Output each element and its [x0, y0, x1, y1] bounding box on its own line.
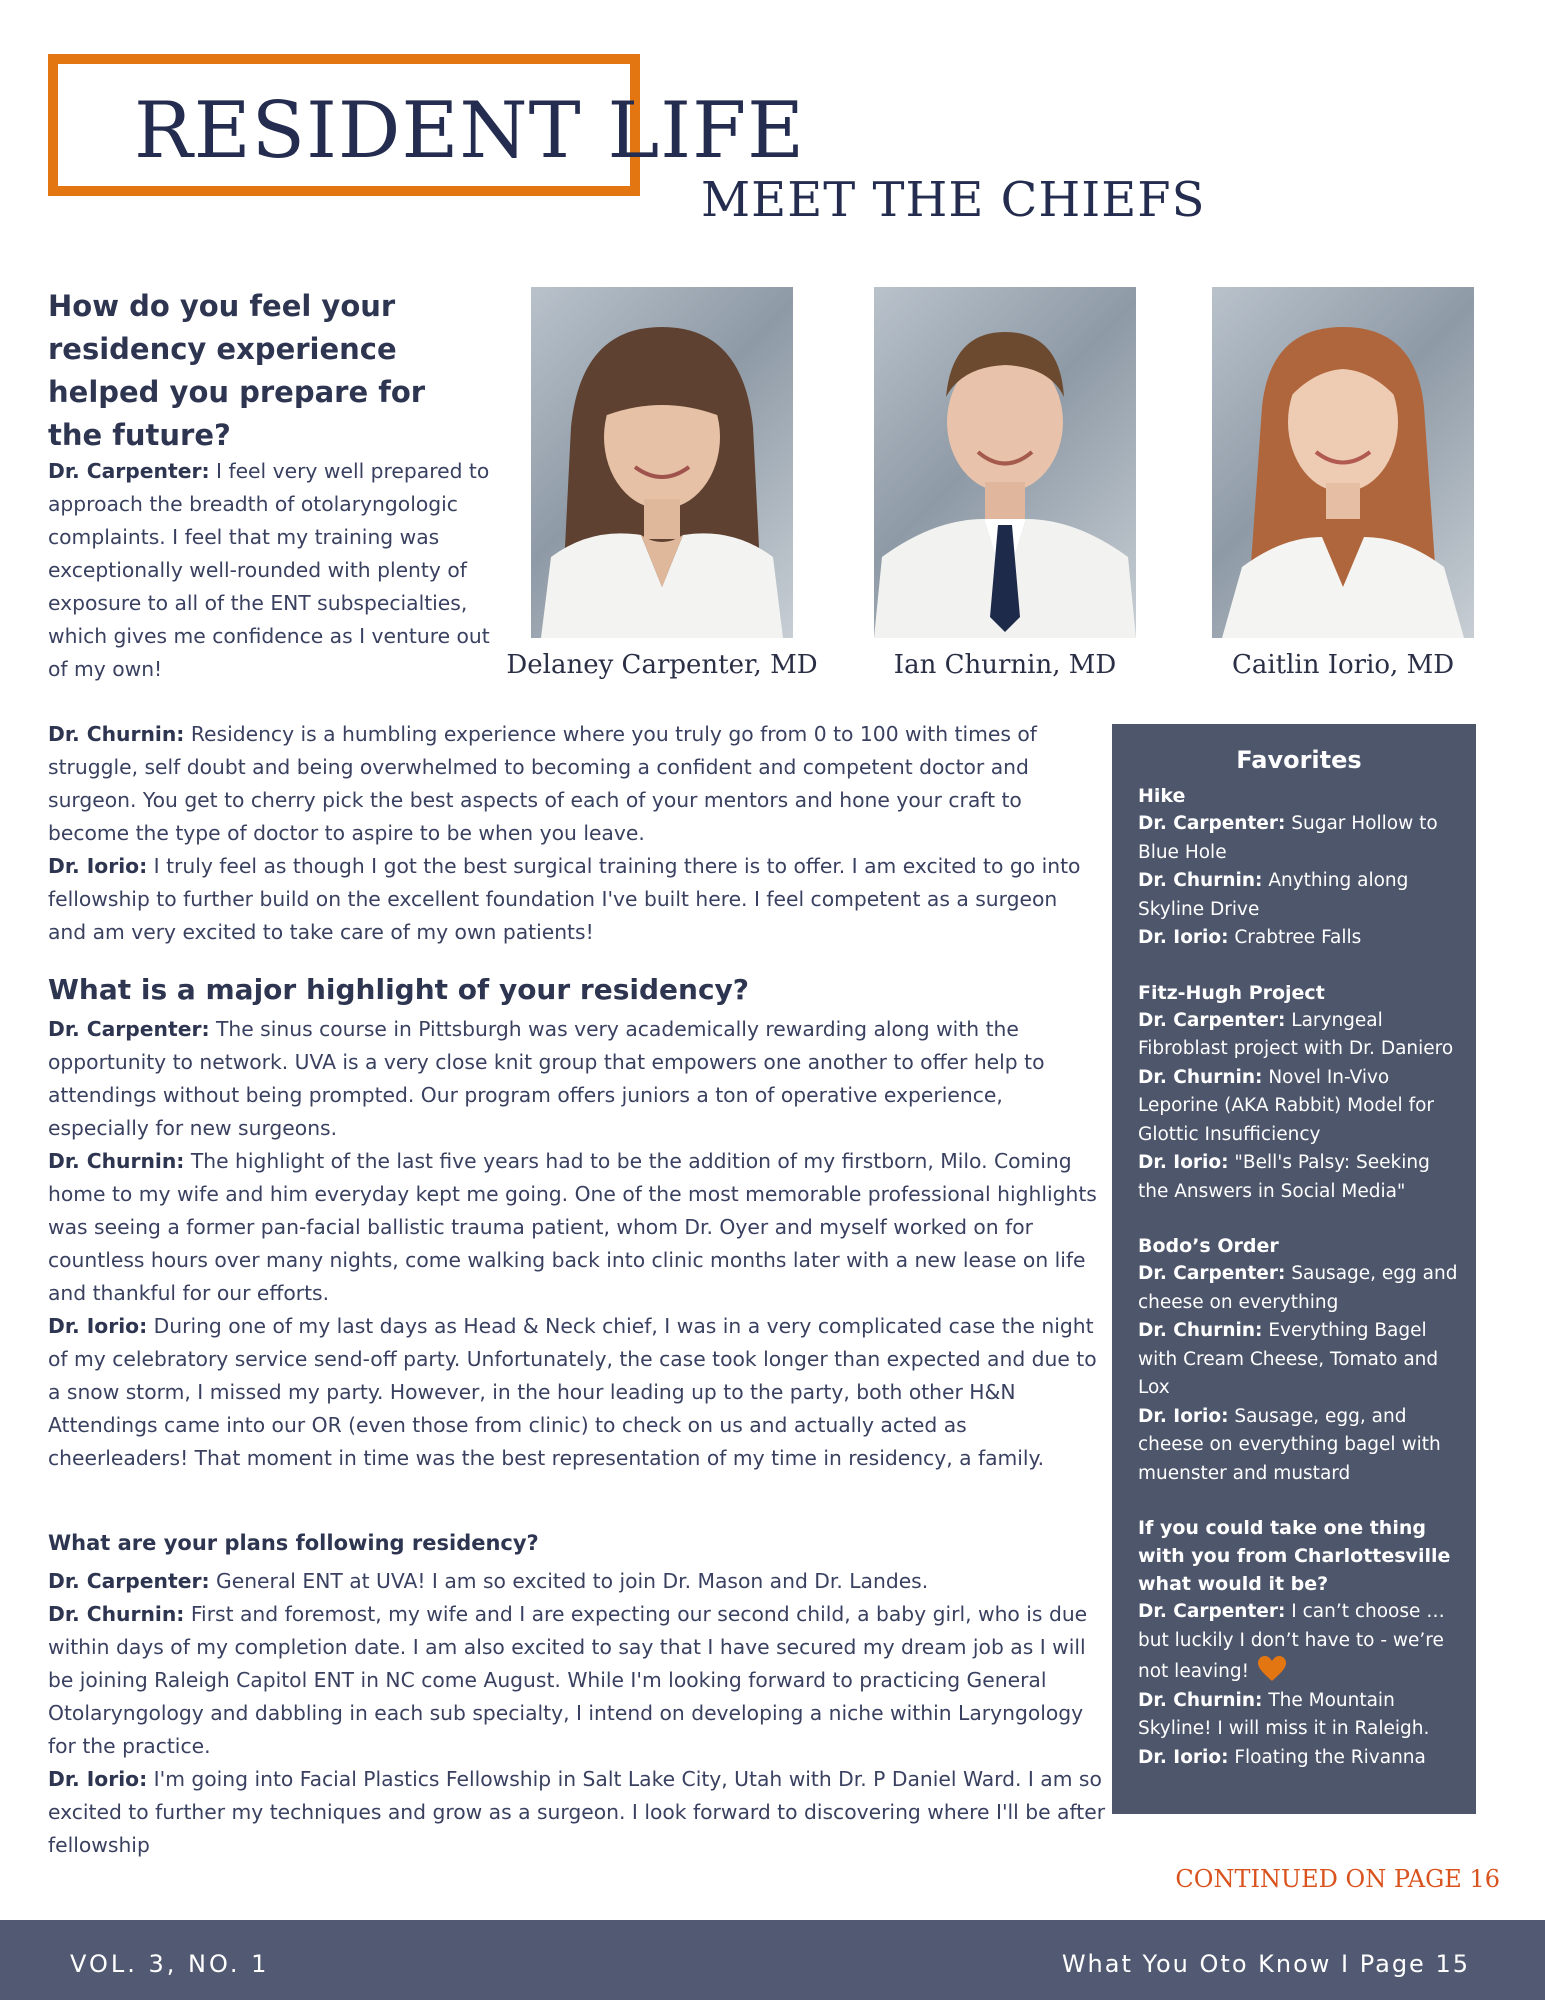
answers-q2 [48, 1013, 1108, 1475]
favorite-text: "Bell's Palsy: Seeking the Answers in Social Media" [1138, 1152, 1430, 1202]
speaker-label: Dr. Churnin: [48, 722, 185, 746]
portrait-photo-churnin [874, 287, 1136, 638]
favorites-section-bodos [1138, 1232, 1460, 1488]
speaker-label: Dr. Iorio: [1138, 1405, 1229, 1427]
favorite-text: Crabtree Falls [1228, 927, 1362, 948]
answer-text: I'm going into Facial Plastics Fellowship in Salt Lake City, Utah with Dr. P Daniel Ward. I am so excited to further my techniques and grow as a surgeon. I look forward to discovering where I'll be after fellowship [48, 1767, 1106, 1857]
favorite-item [1138, 1317, 1460, 1403]
section-title: Fitz-Hugh Project [1138, 981, 1325, 1004]
favorite-item [1138, 924, 1460, 953]
section-title: Bodo’s Order [1138, 1235, 1279, 1257]
speaker-label: Dr. Carpenter: [48, 1569, 210, 1593]
favorites-section-charlottesville [1138, 1514, 1460, 1772]
section-title: Hike [1138, 785, 1186, 807]
speaker-label: Dr. Carpenter: [1138, 813, 1286, 834]
speaker-label: Dr. Iorio: [48, 854, 148, 878]
sidebar-title: Favorites [1236, 746, 1362, 774]
answer-text: Residency is a humbling experience where you truly go from 0 to 100 with times of struggle, self doubt and being overwhelmed to becoming a confident and competent doctor and surgeon. You get to cherry pick the best aspects of each of your mentors and hone your craft to become the type of doctor to aspire to be when you leave. [48, 722, 1037, 845]
photo-caption-iorio: Caitlin Iorio, MD [1231, 650, 1455, 680]
favorite-item [1138, 867, 1460, 924]
answer-churnin-q2 [48, 1145, 1108, 1310]
page-subtitle: MEET THE CHIEFS [701, 172, 1206, 228]
question-heading-3: What are your plans following residency? [48, 1531, 539, 1555]
portrait-photo-iorio [1212, 287, 1474, 638]
speaker-label: Dr. Carpenter: [1138, 1601, 1286, 1622]
favorite-item [1138, 1007, 1460, 1064]
speaker-label: Dr. Iorio: [1138, 927, 1229, 948]
favorite-item [1138, 1598, 1460, 1687]
speaker-label: Dr. Churnin: [1138, 1689, 1263, 1711]
question-heading-2: What is a major highlight of your residency? [48, 973, 750, 1006]
portrait-photo-carpenter [531, 287, 793, 638]
answer-iorio-q1 [48, 850, 1098, 949]
favorite-text: I can’t choose … but luckily I don’t have to - we’re not leaving! [1138, 1601, 1445, 1682]
answer-text: During one of my last days as Head & Neck chief, I was in a very complicated case the night of my celebratory service send-off party. Unfortunately, the case took longer than expected and due to a snow storm, I missed my party. However, in the hour leading up to the party, both other H&N Attendings came into our OR (even those from clinic) to check on us and actually acted as cheerleaders! That moment in time was the best representation of my time in residency, a family. [48, 1314, 1097, 1470]
answer-carpenter-q3 [48, 1565, 1108, 1598]
favorite-item [1138, 1403, 1460, 1489]
footer-page-number: What You Oto Know I Page 15 [1061, 1950, 1470, 1978]
answer-text: I feel very well prepared to approach the breadth of otolaryngologic complaints. I feel that my training was exceptionally well-rounded with plenty of exposure to all of the ENT subspecialties, which gives me confidence as I venture out of my own! [48, 459, 490, 681]
answer-iorio-q3 [48, 1763, 1108, 1862]
favorite-item [1138, 1149, 1460, 1206]
answer-churnin-q3 [48, 1598, 1108, 1763]
speaker-label: Dr. Carpenter: [48, 1017, 210, 1041]
speaker-label: Dr. Iorio: [1138, 1152, 1229, 1173]
favorite-item [1138, 1064, 1460, 1150]
answer-iorio-q2 [48, 1310, 1108, 1475]
heart-icon [1257, 1655, 1287, 1683]
speaker-label: Dr. Iorio: [48, 1314, 148, 1338]
speaker-label: Dr. Churnin: [1138, 1320, 1263, 1341]
speaker-label: Dr. Churnin: [48, 1602, 185, 1626]
favorite-text: Novel In-Vivo Leporine (AKA Rabbit) Model for Glottic Insufficiency [1138, 1066, 1434, 1145]
answer-carpenter-q2 [48, 1013, 1108, 1145]
speaker-label: Dr. Iorio: [48, 1767, 148, 1791]
answer-text: First and foremost, my wife and I are expecting our second child, a baby girl, who is due within days of my completion date. I am also excited to say that I have secured my dream job as I will be joining Raleigh Capitol ENT in NC come August. While I'm looking forward to practicing General Otolaryngology and dabbling in each sub specialty, I intend on developing a niche within Laryngology for the practice. [48, 1602, 1088, 1758]
speaker-label: Dr. Churnin: [1138, 1066, 1263, 1088]
speaker-label: Dr. Carpenter: [48, 459, 210, 483]
answer-text: The highlight of the last five years had to be the addition of my firstborn, Milo. Coming home to my wife and him everyday kept me going. One of the most memorable professional highlights was seeing a former pan-facial ballistic trauma patient, whom Dr. Oyer and myself worked on for countless hours over many nights, come walking back into clinic months later with a new lease on life and thankful for our efforts. [48, 1149, 1097, 1305]
favorite-text: Floating the Rivanna [1228, 1746, 1426, 1768]
answers-q3 [48, 1565, 1108, 1862]
favorite-text: Laryngeal Fibroblast project with Dr. Daniero [1138, 1009, 1454, 1059]
favorite-text: The Mountain Skyline! I will miss it in Raleigh. [1138, 1689, 1430, 1739]
footer-volume: VOL. 3, NO. 1 [70, 1950, 270, 1978]
favorite-item [1138, 1687, 1460, 1744]
continued-link[interactable]: CONTINUED ON PAGE 16 [1175, 1865, 1500, 1893]
answer-text: I truly feel as though I got the best surgical training there is to offer. I am excited to go into fellowship to further build on the excellent foundation I've built here. I feel competent as a surgeon and am very excited to take care of my own patients! [48, 854, 1081, 944]
favorites-section-project [1138, 979, 1460, 1207]
speaker-label: Dr. Iorio: [1138, 1746, 1229, 1768]
speaker-label: Dr. Carpenter: [1138, 1009, 1286, 1031]
favorite-text: Sausage, egg and cheese on everything [1138, 1263, 1458, 1313]
favorites-sidebar [1112, 724, 1476, 1814]
answer-text: The sinus course in Pittsburgh was very academically rewarding along with the opportunity to network. UVA is a very close knit group that empowers one another to offer help to attendings without being prompted. Our program offers juniors a ton of operative experience, especially for new surgeons. [48, 1017, 1045, 1140]
favorite-item [1138, 810, 1460, 867]
speaker-label: Dr. Carpenter: [1138, 1263, 1286, 1284]
favorite-item [1138, 1260, 1460, 1317]
question-heading-1: How do you feel your residency experience helped you prepare for the future? [48, 289, 426, 452]
photo-caption-carpenter: Delaney Carpenter, MD [506, 650, 818, 680]
favorite-item [1138, 1744, 1460, 1773]
answer-carpenter-q1 [48, 455, 498, 686]
speaker-label: Dr. Churnin: [48, 1149, 185, 1173]
section-title: If you could take one thing with you from Charlottesville what would it be? [1138, 1517, 1451, 1595]
favorite-text: Everything Bagel with Cream Cheese, Tomato and Lox [1138, 1320, 1439, 1398]
favorites-section-hike [1138, 782, 1460, 953]
favorite-text: Sausage, egg, and cheese on everything bagel with muenster and mustard [1138, 1405, 1441, 1484]
speaker-label: Dr. Churnin: [1138, 870, 1263, 891]
favorite-text: Anything along Skyline Drive [1138, 870, 1409, 920]
photo-caption-churnin: Ian Churnin, MD [893, 650, 1117, 680]
answer-churnin-q1 [48, 718, 1098, 850]
answer-text: General ENT at UVA! I am so excited to join Dr. Mason and Dr. Landes. [209, 1569, 929, 1593]
page-title: RESIDENT LIFE [134, 86, 806, 176]
favorite-text: Sugar Hollow to Blue Hole [1138, 813, 1438, 863]
answers-q1-continued [48, 718, 1098, 949]
